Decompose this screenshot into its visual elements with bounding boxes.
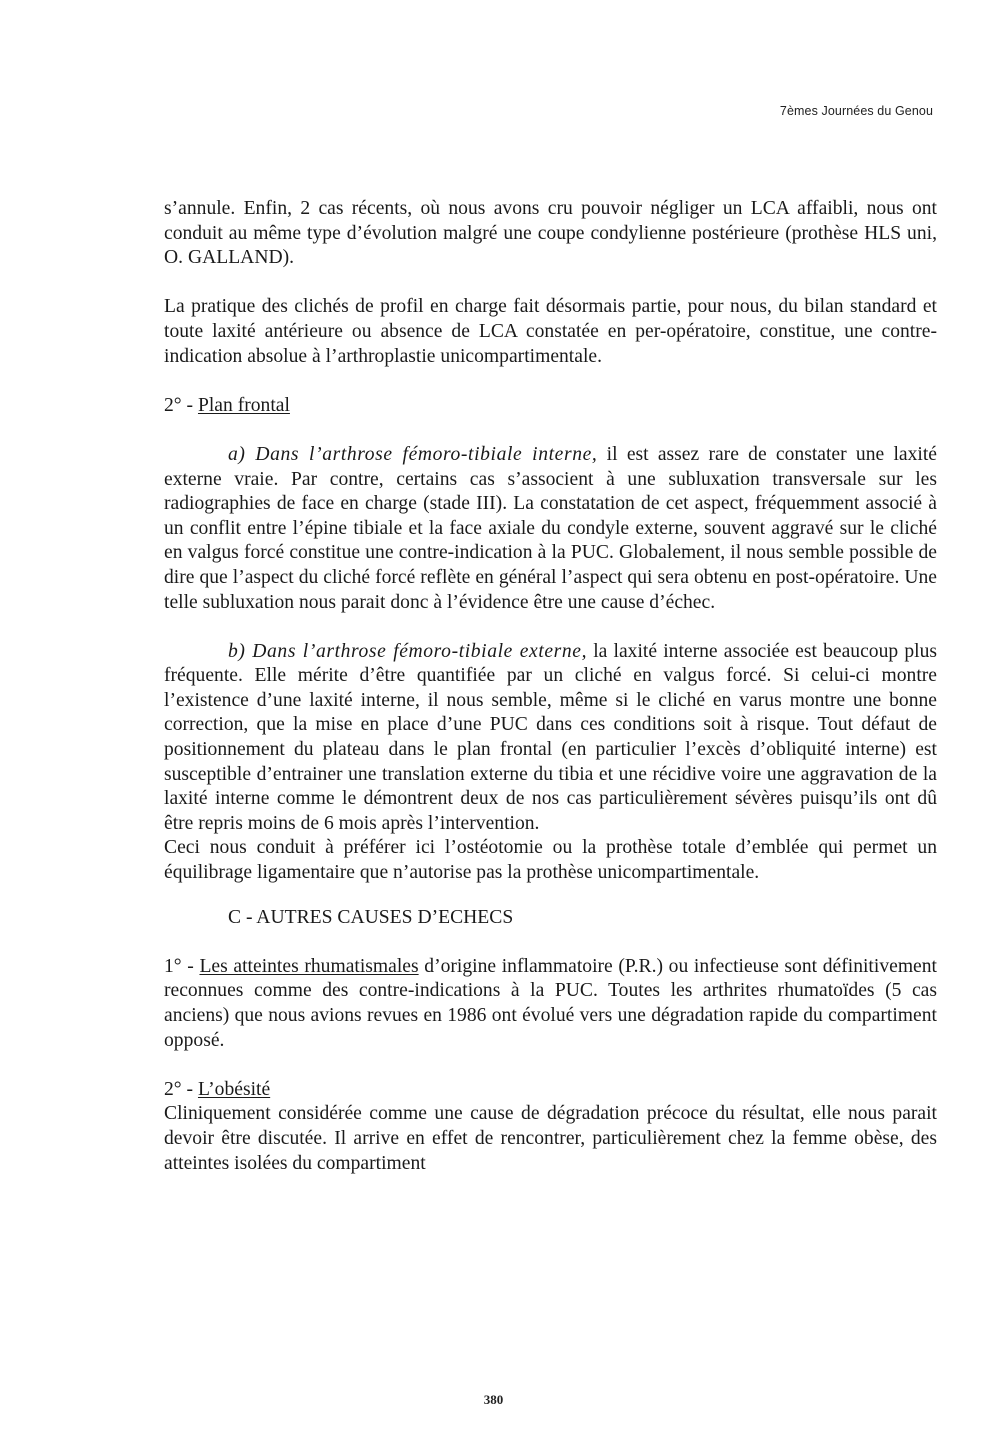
item1-text: d’origine inflammatoire (P.R.) ou infectieuse sont définitivement reconnues comme des contre-indications à la PUC. Toutes les arthrites rhumatoïdes (5 cas anciens) que nous avions revues en 1986 ont évolué vers une dégradation rapide du compartiment opposé. (164, 955, 937, 1051)
plan-frontal-number: 2° - (164, 394, 198, 416)
paragraph-b-external-arthrosis (164, 640, 937, 837)
plan-frontal-title: Plan frontal (197, 394, 290, 416)
paragraph-rheumatic (164, 955, 937, 1053)
paragraph-obesity: Cliniquement considérée comme une cause de dégradation précoce du résultat, elle nous parait devoir être discutée. Il arrive en effet de rencontrer, particulièrement chez la femme obèse, des atteintes isolées du compartiment (164, 1103, 937, 1174)
paragraph-continuation: s’annule. Enfin, 2 cas récents, où nous avons cru pouvoir négliger un LCA affaibli, nous ont conduit au même type d’évolution malgré une coupe condylienne postérieure (prothèse HLS uni, O. GALLAND). (164, 198, 937, 269)
item2-number: 2° - (164, 1078, 198, 1100)
item2-title: L’obésité (197, 1078, 271, 1100)
paragraph-profile-radiographs: La pratique des clichés de profil en charge fait désormais partie, pour nous, du bilan standard et toute laxité antérieure ou absence de LCA constatée en per-opératoire, constitue, une contre-indication absolue à l’arthroplastie unicompartimentale. (164, 296, 937, 367)
plan-frontal-heading (164, 394, 937, 419)
paragraph-b-lead: b) Dans l’arthrose fémoro-tibiale externe, (228, 640, 588, 662)
paragraph-a-internal-arthrosis (164, 443, 937, 615)
paragraph-a-lead: a) Dans l’arthrose fémoro-tibiale interne, (228, 443, 598, 465)
running-header: 7èmes Journées du Genou (779, 104, 933, 118)
paragraph-a-text: il est assez rare de constater une laxité externe vraie. Par contre, certains cas s’associent à une subluxation transversale sur les radiographies de face en charge (stade III). La constatation de cet aspect, fréquemment associé à un conflit entre l’épine tibiale et la face axiale du condyle externe, souvent aggravé sur le cliché en valgus forcé constitue une contre-indication à la PUC. Globalement, il nous semble possible de dire que l’aspect du cliché forcé reflète en général l’aspect qui sera obtenu en post-opératoire. Une telle subluxation nous parait donc à l’évidence être une cause d’échec. (164, 443, 937, 613)
item1-title: Les atteintes rhumatismales (199, 955, 419, 977)
page-number: 380 (483, 1392, 504, 1407)
paragraph-conclusion: Ceci nous conduit à préférer ici l’ostéotomie ou la prothèse totale d’emblée qui permet un équilibrage ligamentaire que n’autorise pas la prothèse unicompartimentale. (164, 837, 937, 884)
paragraph-b-text: la laxité interne associée est beaucoup plus fréquente. Elle mérite d’être quantifiée par un cliché en valgus forcé. Si celui-ci montre l’existence d’une laxité interne, il nous semble, même si le cliché en varus montre une bonne correction, que la mise en place d’une PUC dans ces conditions soit à risque. Tout défaut de positionnement du plateau dans le plan frontal (en particulier l’excès d’obliquité interne) est susceptible d’entrainer une translation externe du tibia et une récidive voire une aggravation de la laxité interne comme le démontrent deux de nos cas particulièrement sévères puisqu’ils ont dû être repris moins de 6 mois après l’intervention. (164, 640, 937, 834)
page-body (164, 197, 937, 1176)
section-c-heading: C - AUTRES CAUSES D’ECHECS (228, 906, 514, 928)
item1-number: 1° - (164, 955, 200, 977)
obesity-heading (164, 1078, 937, 1103)
